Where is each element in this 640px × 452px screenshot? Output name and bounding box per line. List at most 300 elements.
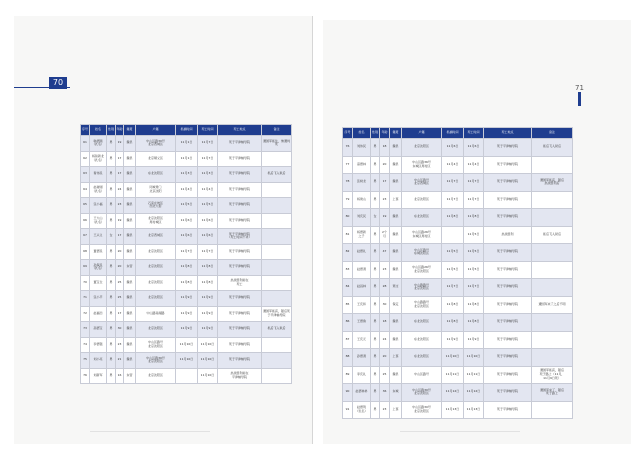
table-cell: 78 <box>343 174 353 192</box>
table-cell: 抓后飞入狱后 <box>532 226 573 244</box>
table-cell: 86 <box>343 314 353 332</box>
table-cell: 25 <box>380 366 390 384</box>
table-cell: 11月6日 <box>198 213 218 229</box>
table-cell: 男 <box>371 156 380 174</box>
table-cell: 11月10日 <box>198 368 218 384</box>
table-cell: 11月9日 <box>176 306 198 322</box>
table-cell: 死于平津辅导院 <box>484 349 532 367</box>
table-row <box>343 366 573 384</box>
table-cell: 魏县 <box>124 244 136 260</box>
column-header: 抓捕时间 <box>442 128 464 139</box>
table-cell: 11月5日 <box>464 244 484 262</box>
table-cell: 男 <box>107 275 116 291</box>
table-cell: 11月7日 <box>442 279 464 297</box>
column-header: 备注 <box>262 125 292 136</box>
table-cell: 87 <box>343 331 353 349</box>
table-cell: 东城 <box>390 384 402 402</box>
table-cell: 北京沈阳区 <box>136 368 176 384</box>
table-cell: 11月5日 <box>442 261 464 279</box>
table-cell: 11月10日 <box>198 337 218 353</box>
table-cell: 东北沈阳区 <box>136 167 176 183</box>
table-cell: 死于平津辅导院 <box>484 384 532 402</box>
table-cell: 贾庄 <box>390 279 402 297</box>
table-cell: 72 <box>81 306 90 322</box>
right-records-table <box>342 127 573 419</box>
table-row <box>81 291 292 307</box>
table-cell: 男 <box>107 260 116 276</box>
table-cell: 中山区路号 <box>402 366 442 384</box>
table-cell: 死于平津辅导院 <box>484 296 532 314</box>
table-cell: 11月7日 <box>198 136 218 152</box>
table-row <box>81 306 292 322</box>
table-cell: 死于平津辅导院 <box>218 244 262 260</box>
table-cell: 30 <box>380 296 390 314</box>
table-cell: 11月10日 <box>198 353 218 369</box>
table-cell: 魏县 <box>124 182 136 198</box>
table-cell: 死于平津辅导院 <box>218 322 262 338</box>
table-cell: 北京沈阳区 <box>136 244 176 260</box>
table-cell: 中山区路26号 东城区周村区 <box>402 226 442 244</box>
table-cell: 北京沈阳区 <box>402 139 442 157</box>
table-cell: 17 <box>116 306 124 322</box>
table-cell: 11月4日 <box>198 182 218 198</box>
table-cell: 魏县 <box>124 306 136 322</box>
table-cell: 11月5日 <box>464 226 484 244</box>
table-cell: 男 <box>371 279 380 297</box>
table-cell: 魏县 <box>124 353 136 369</box>
table-cell: 11月8日 <box>464 296 484 314</box>
table-cell: 王德鲁 <box>353 314 371 332</box>
table-cell: 11月9日 <box>176 322 198 338</box>
table-cell: 82 <box>343 244 353 262</box>
table-cell: 11月7日 <box>464 279 484 297</box>
table-body <box>343 139 573 419</box>
column-header: 序号 <box>343 128 353 139</box>
table-row <box>343 261 573 279</box>
table-cell: 11月3日 <box>198 167 218 183</box>
table-cell <box>532 331 573 349</box>
table-cell: 北京沈阳区 <box>136 260 176 276</box>
table-cell: 赵德林弟 <box>353 384 371 402</box>
table-cell: 魏县 <box>124 213 136 229</box>
table-cell: 11月10日 <box>442 349 464 367</box>
page-foot-line <box>90 431 210 432</box>
table-cell: 东北沈阳区 <box>402 331 442 349</box>
table-cell: 80 <box>343 209 353 227</box>
table-cell: 11月6日 <box>464 139 484 157</box>
table-cell: 28 <box>380 279 390 297</box>
table-row <box>81 322 292 338</box>
table-cell: 11月6日 <box>198 229 218 245</box>
table-cell: 76 <box>81 368 90 384</box>
table-cell: 11月7日 <box>464 191 484 209</box>
table-cell: 11月7日 <box>198 151 218 167</box>
table-cell: 赵树刚 （乳名） <box>90 182 107 198</box>
page-number-left: 70 <box>49 77 67 89</box>
table-cell: 男 <box>107 167 116 183</box>
column-header: 年龄 <box>116 125 124 136</box>
table-cell: 中山区路26号 北京沈阳区 <box>402 261 442 279</box>
table-cell: 死于平津辅导院 <box>484 366 532 384</box>
table-cell: 男 <box>107 213 116 229</box>
table-cell: 男 <box>107 291 116 307</box>
table-cell: 死于平津辅导院 <box>218 198 262 214</box>
table-row <box>81 368 292 384</box>
table-cell: 男 <box>107 306 116 322</box>
table-cell: 11月7日 <box>464 174 484 192</box>
column-header: 户籍 <box>402 128 442 139</box>
table-cell: 中山区路30号 北京沈阳区 <box>402 401 442 419</box>
table-cell: 死于平津辅导院 <box>218 151 262 167</box>
table-cell: 24 <box>380 331 390 349</box>
table-cell: 11月5日 <box>442 244 464 262</box>
table-cell: 死于平津辅导院 <box>218 167 262 183</box>
table-row <box>81 213 292 229</box>
table-cell: 遭国军抓住，惨遭判死 <box>262 136 292 152</box>
table-cell: 63 <box>81 167 90 183</box>
table-cell: 魏县 <box>390 156 402 174</box>
table-cell: 董德民 <box>90 244 107 260</box>
table-cell: 秦伟民 <box>90 167 107 183</box>
table-row <box>343 139 573 157</box>
table-cell: 抓后飞入狱后 <box>532 139 573 157</box>
table-cell: 男 <box>371 244 380 262</box>
table-cell: 中山区路30号 北京沈阳区 <box>136 353 176 369</box>
table-cell: 17 <box>116 151 124 167</box>
table-cell: 11月9日 <box>198 306 218 322</box>
table-cell: 73 <box>81 322 90 338</box>
table-cell: 刘新军 <box>90 368 107 384</box>
table-cell: 中山区路号 北京沈阳区 <box>136 337 176 353</box>
table-cell: 遭国军抓获，随后死于平津辅导院 <box>262 306 292 322</box>
table-cell: 11月6日 <box>176 229 198 245</box>
table-cell: 北京顺义区 <box>136 151 176 167</box>
table-cell: 中山区路30号 北京西城区 <box>136 136 176 152</box>
table-row <box>343 331 573 349</box>
column-header: 死亡时间 <box>464 128 484 139</box>
table-cell: 同城青门 北京沈阳 <box>136 182 176 198</box>
table-cell <box>262 353 292 369</box>
table-cell: 死于平津辅导院 <box>484 244 532 262</box>
table-cell: 赵昌林 <box>353 279 371 297</box>
table-cell: 19 <box>116 213 124 229</box>
table-cell: 11月10日 <box>176 337 198 353</box>
table-cell: 男 <box>107 244 116 260</box>
table-cell: 11月7日 <box>198 244 218 260</box>
table-cell: 68 <box>81 244 90 260</box>
table-cell: 死于平津辅导院 <box>218 136 262 152</box>
table-cell: 上蔡 <box>390 191 402 209</box>
table-row <box>81 353 292 369</box>
table-cell: 北京西城区 <box>136 229 176 245</box>
table-row <box>343 296 573 314</box>
table-row <box>343 191 573 209</box>
table-row <box>81 275 292 291</box>
table-cell: 北京沈阳区 周村城区 <box>136 213 176 229</box>
table-cell: 71 <box>81 291 90 307</box>
table-cell: 抗战胜利前在 平津辅导院 <box>218 368 262 384</box>
table-cell: 69 <box>81 260 90 276</box>
table-cell: 中山区路30号 北京沈阳区 <box>402 384 442 402</box>
table-cell: 88 <box>343 349 353 367</box>
table-row <box>81 337 292 353</box>
table-cell: 东北沈阳区 <box>402 314 442 332</box>
table-cell: 石家庄坡区 西北大街 <box>136 198 176 214</box>
table-cell: 11月4日 <box>464 156 484 174</box>
table-cell: 11月13日 <box>442 401 464 419</box>
table-cell: 上蔡 <box>390 401 402 419</box>
table-cell: 男 <box>107 368 116 384</box>
table-cell: 死于平津辅导院 <box>218 353 262 369</box>
table-cell: 魏县 <box>390 139 402 157</box>
table-cell: 67 <box>81 229 90 245</box>
table-cell: 杨铁新北 （乳名） <box>90 151 107 167</box>
table-cell: 男 <box>107 182 116 198</box>
table-cell <box>262 213 292 229</box>
table-cell: 魏县 <box>390 366 402 384</box>
table-cell <box>532 314 573 332</box>
table-cell: 男 <box>371 191 380 209</box>
table-row <box>81 260 292 276</box>
table-cell: 11月6日 <box>176 213 198 229</box>
table-cell: 东北沈阳区 <box>402 209 442 227</box>
table-cell: 男 <box>371 384 380 402</box>
table-cell: 男 <box>371 226 380 244</box>
table-cell: 赵德清 <box>353 261 371 279</box>
table-cell: 死于平津辅导院 <box>484 401 532 419</box>
table-cell: 18 <box>380 139 390 157</box>
table-cell: 中山区路号 北京西城区 <box>402 174 442 192</box>
table-row <box>343 244 573 262</box>
table-row <box>343 401 573 419</box>
table-cell: 李庆礼 <box>353 366 371 384</box>
table-cell: 76 <box>343 139 353 157</box>
table-cell: 李德强 <box>90 337 107 353</box>
table-cell: 24 <box>116 182 124 198</box>
table-cell: 死于平津辅导院 <box>484 139 532 157</box>
table-cell: 75 <box>81 353 90 369</box>
table-cell: 中山路南湖路 <box>136 306 176 322</box>
table-cell <box>262 291 292 307</box>
table-cell: 64 <box>81 182 90 198</box>
table-cell: 死于平津辅导院 <box>218 291 262 307</box>
table-cell <box>262 244 292 260</box>
table-cell: 11月8日 <box>198 275 218 291</box>
table-cell: 21 <box>116 353 124 369</box>
column-header: 户籍 <box>136 125 176 136</box>
table-cell: 遭国军来了，随后 死于路上 <box>532 384 573 402</box>
table-cell <box>262 368 292 384</box>
table-cell: 杨德新 之子 <box>353 226 371 244</box>
table-cell: 11月7日 <box>176 244 198 260</box>
table-cell: 保定 <box>390 296 402 314</box>
table-cell: 11月8日 <box>442 209 464 227</box>
table-row <box>343 209 573 227</box>
table-cell: 死于平津辅导院 （死亡时间不详） <box>218 229 262 245</box>
table-row <box>343 384 573 402</box>
table-cell: 男 <box>107 353 116 369</box>
column-header: 籍贯 <box>390 128 402 139</box>
table-row <box>81 229 292 245</box>
column-header: 性别 <box>371 128 380 139</box>
column-header: 死亡时间 <box>198 125 218 136</box>
table-cell: 11月9日 <box>198 291 218 307</box>
table-cell <box>532 401 573 419</box>
page-edge-rule-right <box>578 92 581 106</box>
table-cell: 魏县 <box>390 226 402 244</box>
table-cell: 男 <box>371 314 380 332</box>
table-cell: 死于平津辅导院 <box>484 174 532 192</box>
column-header: 死亡地点 <box>218 125 262 136</box>
table-cell: 30 <box>116 322 124 338</box>
table-cell: 杨建山 <box>353 191 371 209</box>
table-row <box>343 314 573 332</box>
table-cell: 11月8日 <box>176 260 198 276</box>
table-cell <box>262 260 292 276</box>
table-cell: 11月8日 <box>442 314 464 332</box>
table-cell: 北京沈阳区 <box>136 291 176 307</box>
column-header: 籍贯 <box>124 125 136 136</box>
table-cell: 20 <box>380 349 390 367</box>
table-cell: 死于平津辅导院 <box>484 209 532 227</box>
table-cell: 高德宝 <box>90 322 107 338</box>
table-cell: 83 <box>343 261 353 279</box>
table-cell: 死于平津辅导院 <box>218 213 262 229</box>
table-cell: 男 <box>107 198 116 214</box>
table-cell: 11月9日 <box>198 322 218 338</box>
table-cell: 东营 <box>124 368 136 384</box>
column-header: 姓名 <box>90 125 107 136</box>
table-cell: 张小平 <box>90 291 107 307</box>
table-cell <box>262 229 292 245</box>
table-cell: 20 <box>380 156 390 174</box>
table-cell: 中山区路号 东城沈阳区 <box>402 244 442 262</box>
table-cell: 中山区路36号 东城区周村区 <box>402 156 442 174</box>
table-cell: 11月11日 <box>464 366 484 384</box>
table-cell: 赵德利 （乳名） <box>353 401 371 419</box>
table-cell <box>262 151 292 167</box>
table-cell: 魏县 <box>390 261 402 279</box>
table-cell: 65 <box>81 198 90 214</box>
table-cell: 17 <box>116 229 124 245</box>
table-cell: 11月8日 <box>176 275 198 291</box>
column-header: 死亡地点 <box>484 128 532 139</box>
table-cell: 11月7日 <box>442 174 464 192</box>
table-cell: 东北沈阳区 <box>402 349 442 367</box>
table-cell: 死于平津辅导院 <box>218 260 262 276</box>
table-row <box>343 349 573 367</box>
table-cell: 魏县 <box>124 167 136 183</box>
table-cell: 魏县 <box>124 275 136 291</box>
table-cell: 抗战胜利前在 死亡 <box>218 275 262 291</box>
table-cell: 刘小亮 <box>90 353 107 369</box>
table-cell: 11月12日 <box>442 384 464 402</box>
table-cell <box>176 368 198 384</box>
table-cell: 20 <box>116 244 124 260</box>
table-cell: 20 <box>116 260 124 276</box>
table-cell: 男 <box>107 337 116 353</box>
column-header: 抓捕时间 <box>176 125 198 136</box>
table-cell <box>532 209 573 227</box>
table-cell <box>532 156 573 174</box>
table-cell: 张树龙 <box>353 174 371 192</box>
table-cell: 刘庆民 <box>353 209 371 227</box>
table-cell: 魏县 <box>124 322 136 338</box>
table-cell: 11月5日 <box>198 198 218 214</box>
table-cell: 2个月 <box>380 226 390 244</box>
table-cell: 23 <box>380 191 390 209</box>
table-cell: 11月9日 <box>442 331 464 349</box>
table-cell: 东营 <box>124 260 136 276</box>
table-cell: 孙保民 （乳名） <box>90 260 107 276</box>
table-cell: 男 <box>371 331 380 349</box>
table-cell: 11月8日 <box>464 314 484 332</box>
table-cell: 25 <box>116 291 124 307</box>
column-header: 备注 <box>532 128 573 139</box>
table-cell: 北京沈阳区 <box>136 322 176 338</box>
table-cell: 11月6日 <box>442 139 464 157</box>
table-cell: 男 <box>371 366 380 384</box>
table-cell: 19 <box>380 209 390 227</box>
table-cell: 魏县 <box>390 244 402 262</box>
table-cell: 北京沈阳区 <box>402 191 442 209</box>
table-row <box>81 167 292 183</box>
table-cell: 23 <box>116 198 124 214</box>
table-cell: 赵德礼 <box>353 244 371 262</box>
table-cell: 11月8日 <box>442 296 464 314</box>
table-cell: 遭国军抓获，随后 死于路上（11月， 11月9日死） <box>532 366 573 384</box>
table-cell: 抗战胜利 <box>484 226 532 244</box>
table-cell: 23 <box>380 261 390 279</box>
table-cell: 男 <box>371 139 380 157</box>
table-cell: 男 <box>107 136 116 152</box>
table-cell: 11月10日 <box>176 353 198 369</box>
table-cell: 男 <box>107 151 116 167</box>
table-row <box>343 279 573 297</box>
table-cell: 11月10日 <box>464 349 484 367</box>
table-cell: 11月7日 <box>442 191 464 209</box>
table-cell: 死于平津辅导院 <box>218 182 262 198</box>
table-cell: 11月8日 <box>198 260 218 276</box>
table-cell: 魏县 <box>124 291 136 307</box>
table-cell: 魏县 <box>390 174 402 192</box>
table-cell <box>262 275 292 291</box>
table-cell: 抓后飞入狱后 <box>262 322 292 338</box>
table-cell: 高德林 <box>353 156 371 174</box>
table-header-row <box>343 128 573 139</box>
table-cell: 死于平津辅导院 <box>484 261 532 279</box>
table-cell: 王大山 （乳名） <box>90 213 107 229</box>
column-header: 性别 <box>107 125 116 136</box>
table-cell <box>262 337 292 353</box>
table-body <box>81 136 292 384</box>
table-cell: 91 <box>343 401 353 419</box>
table-cell: 11月13日 <box>464 401 484 419</box>
table-cell: 男 <box>107 322 116 338</box>
table-cell: 遭国军抓获，随后 抗战胜利后 <box>532 174 573 192</box>
table-cell: 11月8日 <box>464 209 484 227</box>
table-cell <box>442 226 464 244</box>
table-cell: 11月3日 <box>176 167 198 183</box>
table-row <box>343 156 573 174</box>
table-cell <box>532 279 573 297</box>
table-cell: 77 <box>343 156 353 174</box>
table-cell: 19 <box>116 136 124 152</box>
table-cell: 62 <box>81 151 90 167</box>
table-cell: 16 <box>116 368 124 384</box>
table-row <box>343 226 573 244</box>
table-cell: 魏县 <box>390 314 402 332</box>
